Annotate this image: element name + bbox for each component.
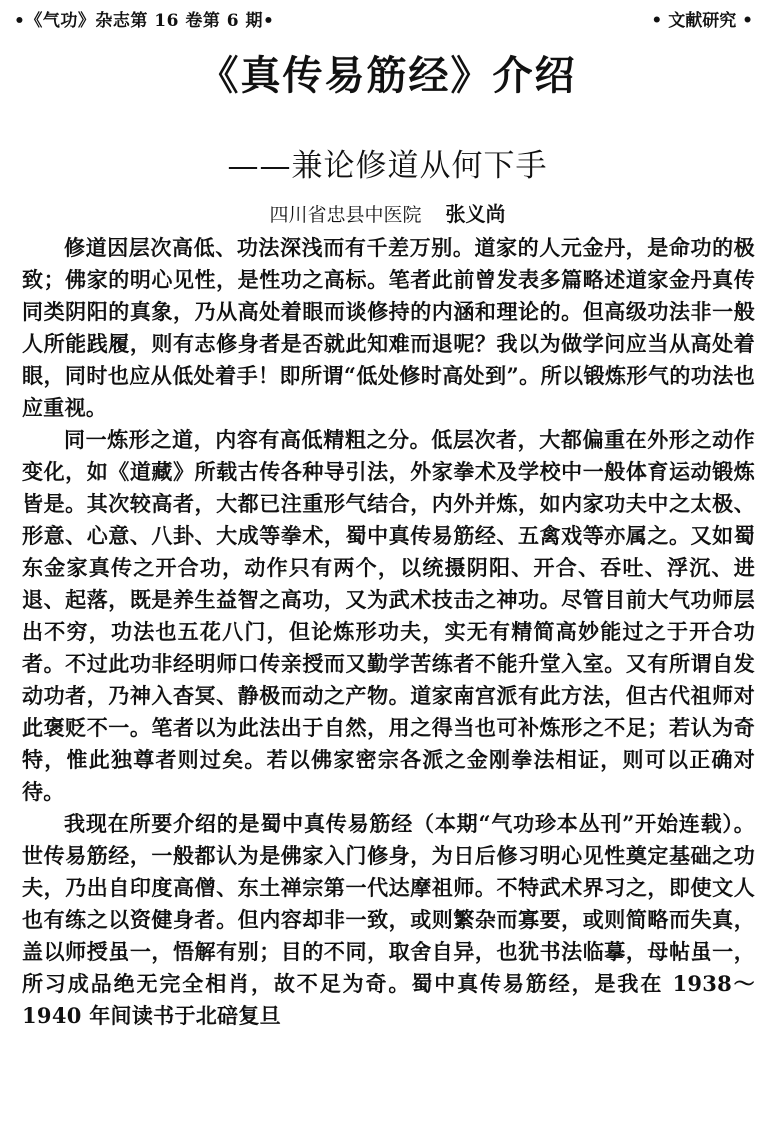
body-paragraph-3: 我现在所要介绍的是蜀中真传易筋经（本期“气功珍本丛刊”开始连载）。世传易筋经，一般都认为是佛家入门修身，为日后修习明心见性奠定基础之功夫，乃出自印度高僧、东土禅宗第一代达摩祖师。不特武术界习之，即使文人也有练之以资健身者。但内容却非一致，或则繁杂而寡要，或则简略而失真，盖以师授虽一，悟解有别；目的不同，取舍自异，也犹书法临摹，母帖虽一，所习成品绝无完全相肖，故不足为奇。蜀中真传易筋经，是我在 1938～1940 年间读书于北碚复旦 [22,811,755,1028]
author-affiliation: 四川省忠县中医院 [269,204,422,226]
body-paragraph-2: 同一炼形之道，内容有高低精粗之分。低层次者，大都偏重在外形之动作变化，如《道藏》所载古传各种导引法，外家拳术及学校中一般体育运动锻炼皆是。其次较高者，大都已注重形气结合，内外并炼，如内家功夫中之太极、形意、心意、八卦、大成等拳术，蜀中真传易筋经、五禽戏等亦属之。又如蜀东金家真传之开合功，动作只有两个，以统摄阴阳、开合、吞吐、浮沉、进退、起落，既是养生益智之高功，又为武术技击之神功。尽管目前大气功师层出不穷，功法也五花八门，但论炼形功夫，实无有精简高妙能过之于开合功者。不过此功非经明师口传亲授而又勤学苦练者不能升堂入室。又有所谓自发动功者，乃神入杳冥、静极而动之产物。道家南宫派有此方法，但古代祖师对此褒贬不一。笔者以为此法出于自然，用之得当也可补炼形之不足；若认为奇特，惟此独尊者则过矣。若以佛家密宗各派之金刚拳法相证，则可以正确对待。 [22,427,755,804]
section-label: • 文献研究 • [651,11,753,31]
article-subtitle: ——兼论修道从何下手 [227,148,548,184]
article-title: 《真传易筋经》介绍 [198,52,577,99]
article-body [22,232,755,1032]
byline [0,198,775,227]
author-name: 张义尚 [445,202,506,226]
journal-issue-label: •《气功》杂志第 16 卷第 6 期• [14,11,275,31]
page-header [14,6,753,30]
body-paragraph-1: 修道因层次高低、功法深浅而有千差万别。道家的人元金丹，是命功的极致；佛家的明心见性，是性功之高标。笔者此前曾发表多篇略述道家金丹真传同类阴阳的真象，乃从高处着眼而谈修持的内涵和理论的。但高级功法非一般人所能践履，则有志修身者是否就此知难而退呢？我以为做学问应当从高处着眼，同时也应从低处着手！即所谓“低处修时高处到”。所以锻炼形气的功法也应重视。 [22,235,755,420]
